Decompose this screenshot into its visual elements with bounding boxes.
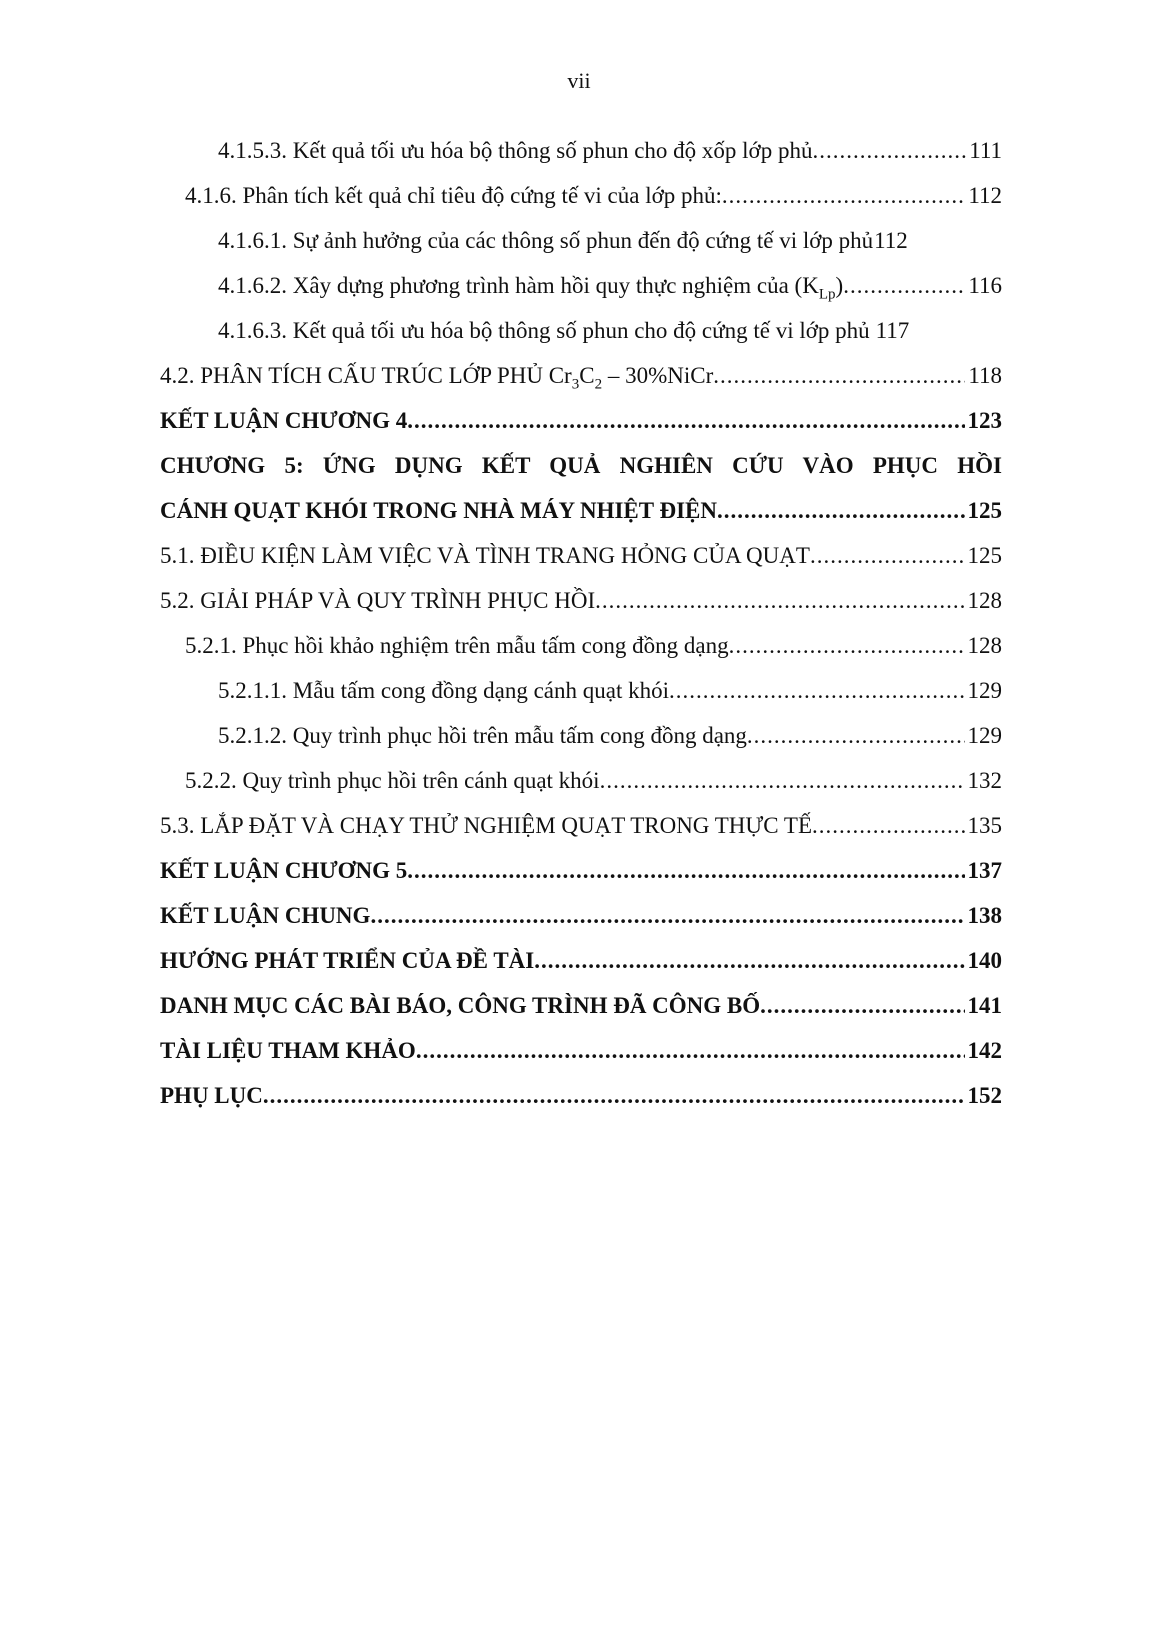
dot-leader: [810, 533, 965, 578]
toc-entry-chapter5-line1[interactable]: [160, 443, 1002, 488]
toc-entry-title: 5.3. LẮP ĐẶT VÀ CHẠY THỬ NGHIỆM QUẠT TRONG THỰC TẾ: [160, 813, 813, 838]
dot-leader: [713, 353, 965, 398]
toc-entry[interactable]: [160, 713, 1002, 758]
dot-leader: [407, 398, 964, 443]
toc-entry-page: 116: [968, 273, 1002, 298]
dot-leader: [600, 758, 965, 803]
toc-entry-title: KẾT LUẬN CHƯƠNG 4: [160, 408, 408, 433]
toc-entry-title: PHỤ LỤC: [160, 1083, 263, 1108]
toc-entry[interactable]: [160, 533, 1002, 578]
toc-entry[interactable]: [160, 218, 1002, 263]
toc-entry[interactable]: [160, 308, 1002, 353]
toc-entry-chapter5-line2[interactable]: [160, 488, 1002, 533]
toc-entry-page: 137: [967, 858, 1002, 883]
toc-entry[interactable]: [160, 1028, 1002, 1073]
toc-entry-page: 118: [968, 363, 1002, 388]
toc-entry[interactable]: [160, 578, 1002, 623]
dot-leader: [717, 488, 965, 533]
dot-leader: [595, 578, 964, 623]
toc-entry[interactable]: [160, 893, 1002, 938]
toc-entry-title: HƯỚNG PHÁT TRIỂN CỦA ĐỀ TÀI: [160, 948, 535, 973]
toc-entry-page: 112: [874, 228, 908, 253]
toc-entry[interactable]: [160, 848, 1002, 893]
toc-entry[interactable]: [160, 668, 1002, 713]
toc-entry-page: 111: [969, 138, 1002, 163]
toc-entry-title: 4.1.6.2. Xây dựng phương trình hàm hồi quy thực nghiệm của $(K_{Lp})$: [218, 273, 844, 303]
toc-entry-page: 132: [967, 768, 1002, 793]
toc-entry-page: 138: [967, 903, 1002, 928]
toc-entry-title: 5.2. GIẢI PHÁP VÀ QUY TRÌNH PHỤC HỒI: [160, 588, 596, 613]
toc-entry-page: 125: [967, 543, 1002, 568]
toc-entry-page: 140: [967, 948, 1002, 973]
dot-leader: [812, 803, 964, 848]
dot-leader: [370, 893, 964, 938]
toc-entry-title: 5.2.2. Quy trình phục hồi trên cánh quạt khói: [185, 768, 600, 793]
toc-entry[interactable]: [160, 263, 1002, 308]
toc-entry-page: 112: [968, 183, 1002, 208]
toc-entry-title: 4.1.5.3. Kết quả tối ưu hóa bộ thông số phun cho độ xốp lớp phủ: [218, 138, 813, 163]
toc-entry-title: 4.1.6.1. Sự ảnh hưởng của các thông số phun đến độ cứng tế vi lớp phủ: [218, 228, 874, 253]
toc-entry-page: 142: [967, 1038, 1002, 1063]
toc-entry-page: 125: [967, 498, 1002, 523]
toc-entry[interactable]: [160, 758, 1002, 803]
toc-entry[interactable]: [160, 353, 1002, 398]
toc-entry-title: 5.2.1. Phục hồi khảo nghiệm trên mẫu tấm cong đồng dạng: [185, 633, 729, 658]
dot-leader: [729, 623, 965, 668]
toc-entry-page: 152: [967, 1083, 1002, 1108]
toc-entry-page: 129: [967, 723, 1002, 748]
dot-leader: [722, 173, 965, 218]
toc-entry-title: 5.2.1.1. Mẫu tấm cong đồng dạng cánh quạt khói: [218, 678, 669, 703]
toc-entry-title: 5.2.1.2. Quy trình phục hồi trên mẫu tấm cong đồng dạng: [218, 723, 747, 748]
toc-entry-page: 123: [967, 408, 1002, 433]
toc-entry[interactable]: [160, 398, 1002, 443]
dot-leader: [812, 128, 966, 173]
toc-entry-title-continued: CÁNH QUẠT KHÓI TRONG NHÀ MÁY NHIỆT ĐIỆN: [160, 498, 717, 523]
toc-entry[interactable]: [160, 938, 1002, 983]
toc-entry-page: 141: [967, 993, 1002, 1018]
toc-entry-page: 128: [967, 588, 1002, 613]
dot-leader: [407, 848, 964, 893]
toc-entry[interactable]: [160, 173, 1002, 218]
dot-leader: [747, 713, 965, 758]
toc-entry-title: 4.1.6. Phân tích kết quả chỉ tiêu độ cứng tế vi của lớp phủ:: [185, 183, 722, 208]
toc-entry-title: 4.1.6.3. Kết quả tối ưu hóa bộ thông số phun cho độ cứng tế vi lớp phủ: [218, 318, 870, 343]
toc-entry-title: CHƯƠNG 5: ỨNG DỤNG KẾT QUẢ NGHIÊN CỨU VÀO PHỤC HỒI: [160, 453, 1002, 478]
toc-entry[interactable]: [160, 623, 1002, 668]
toc-entry-title: TÀI LIỆU THAM KHẢO: [160, 1038, 416, 1063]
toc-entry[interactable]: [160, 983, 1002, 1028]
toc-entry-title: KẾT LUẬN CHUNG: [160, 903, 371, 928]
page-number: vii: [567, 68, 591, 93]
toc-entry-title: DANH MỤC CÁC BÀI BÁO, CÔNG TRÌNH ĐÃ CÔNG BỐ: [160, 993, 761, 1018]
toc-entry[interactable]: [160, 803, 1002, 848]
toc-entry[interactable]: [160, 1073, 1002, 1118]
toc-entry-page: 129: [967, 678, 1002, 703]
table-of-contents: [160, 128, 1002, 1118]
toc-entry[interactable]: [160, 128, 1002, 173]
dot-leader: [760, 983, 964, 1028]
toc-entry-title: KẾT LUẬN CHƯƠNG 5: [160, 858, 408, 883]
toc-entry-title: 4.2. PHÂN TÍCH CẤU TRÚC LỚP PHỦ $Cr_3C_2$ – 30%NiCr: [160, 363, 714, 393]
dot-leader: [669, 668, 965, 713]
dot-leader: [534, 938, 964, 983]
toc-entry-page: 135: [967, 813, 1002, 838]
toc-entry-title: 5.1. ĐIỀU KIỆN LÀM VIỆC VÀ TÌNH TRANG HỎNG CỦA QUẠT: [160, 543, 810, 568]
toc-entry-page: 128: [967, 633, 1002, 658]
dot-leader: [416, 1028, 965, 1073]
dot-leader: [843, 263, 965, 308]
toc-entry-page: 117: [875, 318, 910, 343]
dot-leader: [263, 1073, 965, 1118]
